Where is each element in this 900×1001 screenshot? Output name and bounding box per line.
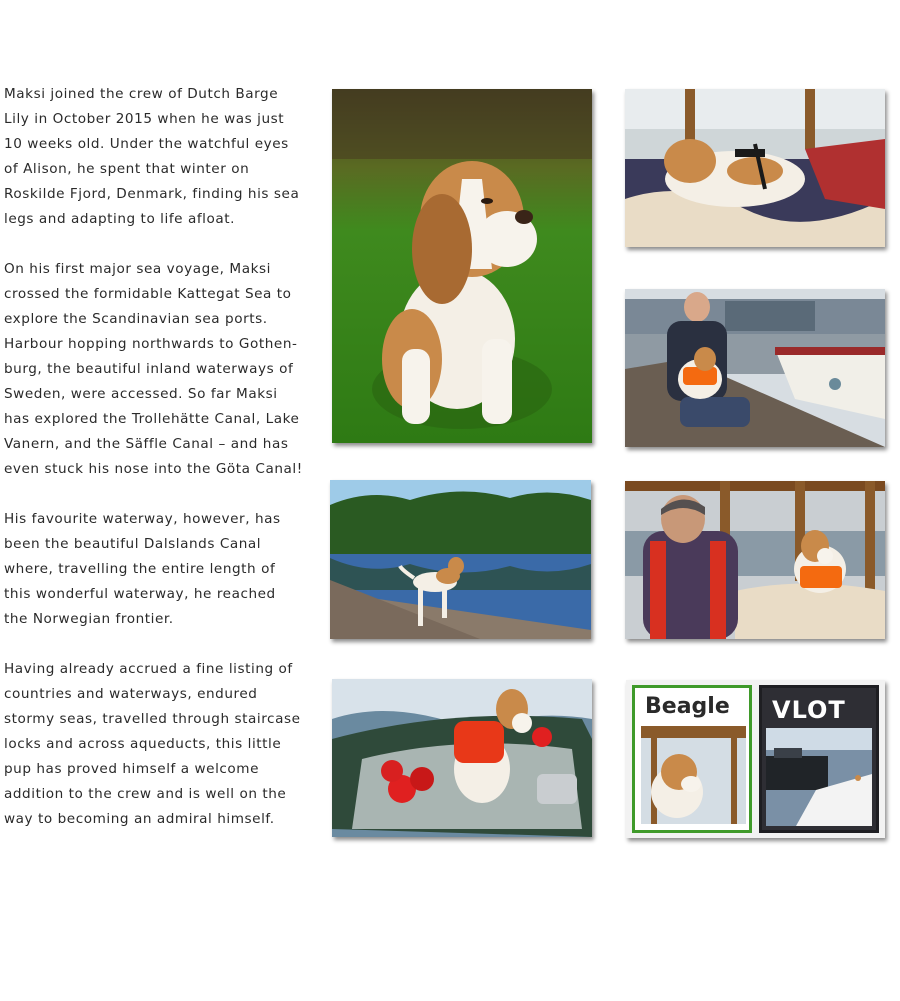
photo-man-with-puppy-on-pier[interactable] — [625, 289, 885, 447]
story-text — [4, 82, 304, 857]
story-paragraph-1: Maksi joined the crew of Dutch Barge Lily in October 2015 when he was just 10 weeks old. Under the watchful eyes of Alison, he spent that winter on Roskilde Fjord, Denmark, finding his sea legs and adapting to life afloat. — [4, 86, 300, 227]
photo-puppy-in-lifejacket-boat[interactable] — [332, 679, 592, 837]
story-paragraph-3: His favourite waterway, however, has been the beautiful Dalslands Canal where, travelling the entire length of this wonderful waterway, he reached the Norwegian frontier. — [4, 511, 281, 627]
photo-magazine-covers[interactable] — [626, 680, 885, 838]
vlot-magazine-title: VLOT — [772, 696, 846, 724]
vlot-magazine-cover — [759, 685, 879, 833]
story-paragraph-4: Having already accrued a fine listing of countries and waterways, endured stormy seas, travelled through staircase locks and across aqueducts, this little pup has proved himself a welcome addition to the crew and is well on the way to becoming an admiral himself. — [4, 661, 301, 827]
beagle-magazine-cover — [632, 685, 752, 833]
photo-woman-with-puppy[interactable] — [625, 481, 885, 639]
photo-puppy-sleeping[interactable] — [625, 89, 885, 247]
beagle-magazine-title: Beagle — [645, 694, 730, 719]
photo-puppy-on-grass[interactable] — [332, 89, 592, 443]
story-paragraph-2: On his first major sea voyage, Maksi crossed the formidable Kattegat Sea to explore the Scandinavian sea ports. Harbour hopping northwards to Gothen-burg, the beautiful inland waterways of Sweden, were accessed. So far Maksi has explored the Trollehätte Canal, Lake Vanern, and the Säffle Canal – and has even stuck his nose into the Göta Canal! — [4, 261, 303, 477]
photo-puppy-on-dock-lake[interactable] — [330, 480, 591, 639]
